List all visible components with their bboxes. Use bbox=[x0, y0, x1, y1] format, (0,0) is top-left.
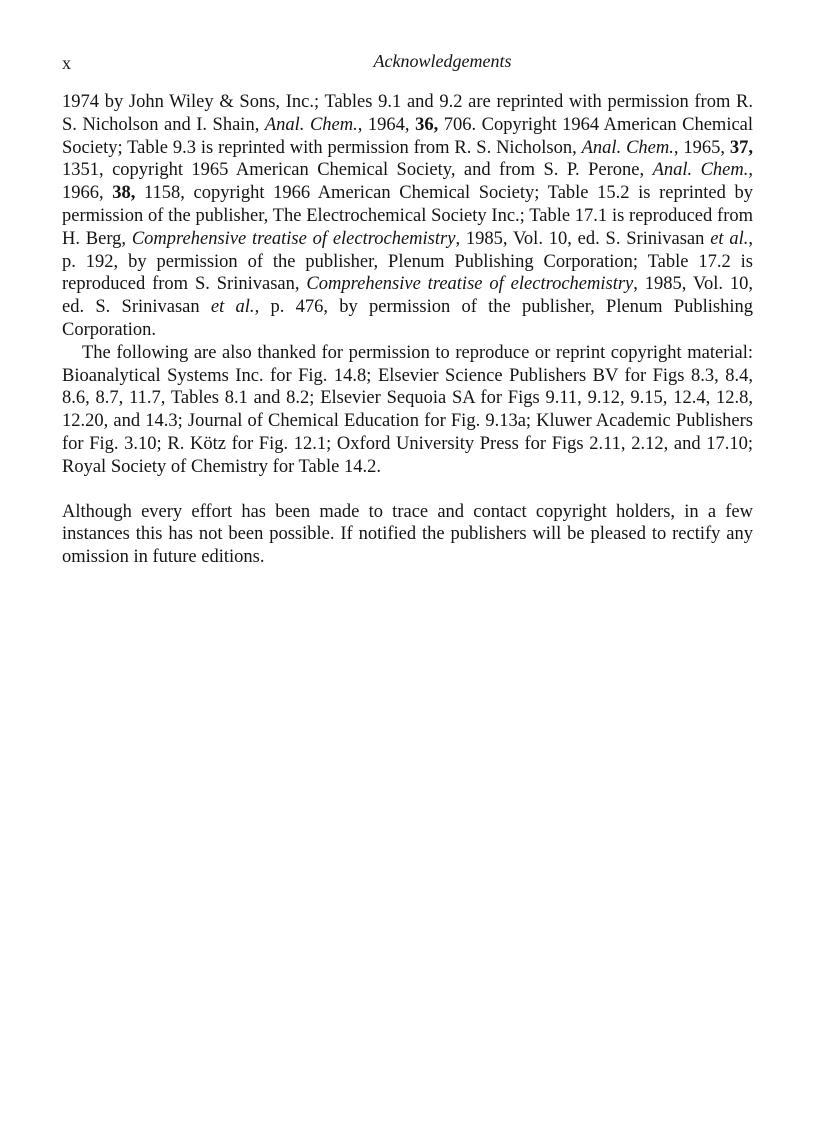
text-run: Anal. Chem. bbox=[264, 114, 358, 135]
text-run: 38, bbox=[112, 183, 136, 204]
paragraph-thanks bbox=[62, 342, 753, 479]
text-run: Anal. Chem. bbox=[581, 137, 674, 158]
paragraph-omissions bbox=[62, 501, 753, 569]
text-run: et al. bbox=[710, 228, 749, 249]
running-head bbox=[62, 48, 753, 74]
text-run: Although every effort has been made to trace and contact copyright holders, in a few instances this has not been possible. If notified the publishers will be pleased to rectify any omission in future editions. bbox=[62, 501, 753, 568]
text-run: Comprehensive treatise of electrochemistry bbox=[131, 228, 456, 249]
text-run: , 1985, Vol. 10, ed. S. Srinivasan bbox=[62, 274, 753, 318]
text-run: 37, bbox=[729, 137, 753, 158]
page-number: x bbox=[62, 53, 71, 73]
text-run: Comprehensive treatise of electrochemistry bbox=[306, 274, 634, 295]
body-text bbox=[62, 91, 753, 569]
text-run: , 1985, Vol. 10, ed. S. Srinivasan bbox=[455, 228, 711, 249]
text-run: Anal. Chem. bbox=[652, 160, 749, 181]
running-title: Acknowledgements bbox=[373, 51, 512, 71]
page bbox=[62, 48, 753, 569]
text-run: 1974 by John Wiley & Sons, Inc.; Tables 9.1 and 9.2 are reprinted with permission from R. S. Nicholson and I. Shain, bbox=[62, 92, 753, 135]
text-run: , p. 476, by permission of the publisher, Plenum Publishing Corporation. bbox=[62, 297, 753, 340]
text-run: et al. bbox=[210, 297, 255, 318]
text-run: , p. 192, by permission of the publisher, Plenum Publishing Corporation; Table 17.2 is reproduced from S. Srinivasan, bbox=[62, 228, 753, 295]
text-run: The following are also thanked for permission to reproduce or reprint copyright material: Bioanalytical Systems Inc. for Fig. 14.8; Elsevier Science Publishers BV for Figs 8.3, 8.4, 8.6, 8.7, 11.7, Tables 8.1 and 8.2; Elsevier Sequoia SA for Figs 9.11, 9.12, 9.15, 12.4, 12.8, 12.20, and 14.3; Journal of Chemical Education for Fig. 9.13a; Kluwer Academic Publishers for Fig. 3.10; R. Kötz for Fig. 12.1; Oxford University Press for Figs 2.11, 2.12, and 17.10; Royal Society of Chemistry for Table 14.2. bbox=[62, 342, 753, 477]
text-run: , 1966, bbox=[62, 160, 753, 204]
text-run: 1158, copyright 1966 American Chemical Society; Table 15.2 is reprinted by permission of the publisher, The Electrochemical Society Inc.; Table 17.1 is reproduced from H. Berg, bbox=[62, 183, 753, 249]
text-run: 36, bbox=[415, 114, 439, 135]
paragraph-permissions bbox=[62, 91, 753, 342]
text-run: 706. Copyright 1964 American Chemical Society; Table 9.3 is reprinted with permission from R. S. Nicholson, bbox=[62, 114, 754, 158]
text-run: 1351, copyright 1965 American Chemical Society, and from S. P. Perone, bbox=[62, 160, 653, 181]
text-run: , 1965, bbox=[673, 137, 730, 158]
text-run: , 1964, bbox=[357, 114, 416, 135]
